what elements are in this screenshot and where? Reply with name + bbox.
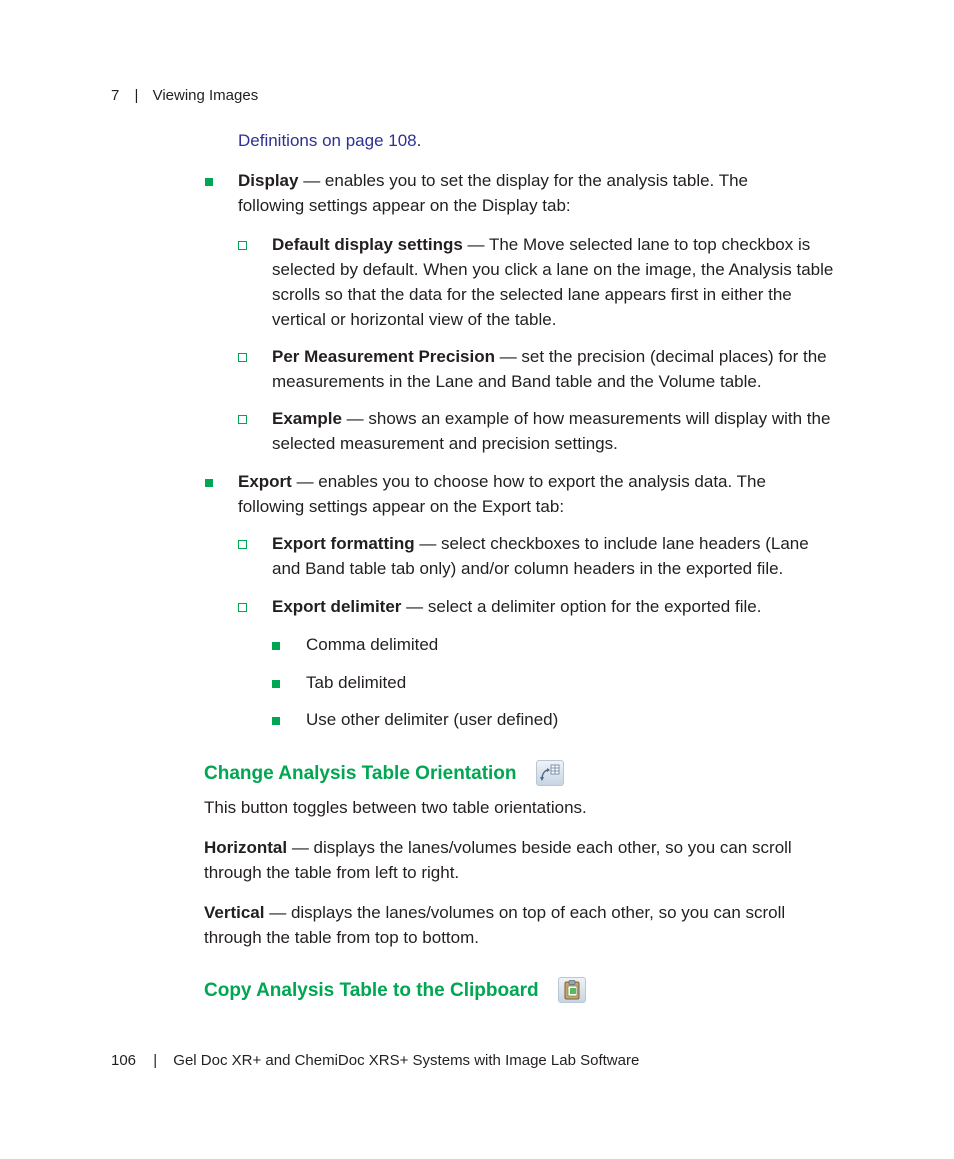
- vertical-line2: through the table from top to bottom.: [204, 928, 479, 947]
- book-title: Gel Doc XR+ and ChemiDoc XRS+ Systems with Image Lab Software: [173, 1052, 640, 1069]
- export-item: [238, 469, 766, 519]
- default-display-line2: selected by default. When you click a lane on the image, the Analysis table: [272, 260, 834, 279]
- running-header: [111, 87, 258, 104]
- chapter-number: 7: [111, 87, 120, 104]
- vertical-desc: — displays the lanes/volumes on top of each other, so you can scroll: [264, 903, 786, 922]
- horizontal-paragraph: [204, 835, 792, 885]
- bullet-square-icon: [272, 717, 280, 725]
- page-number: 106: [111, 1052, 137, 1069]
- display-term: Display: [238, 171, 299, 190]
- display-desc: — enables you to set the display for the analysis table. The: [298, 171, 748, 190]
- header-separator: |: [134, 87, 139, 104]
- bullet-open-square-icon: [238, 241, 247, 250]
- bullet-open-square-icon: [238, 415, 247, 424]
- footer-separator: |: [153, 1052, 158, 1069]
- bullet-square-icon: [272, 642, 280, 650]
- export-term: Export: [238, 472, 292, 491]
- delimiter-option: Use other delimiter (user defined): [306, 710, 559, 729]
- horizontal-line2: through the table from left to right.: [204, 863, 460, 882]
- export-formatting-line2: and Band table tab only) and/or column headers in the exported file.: [272, 559, 784, 578]
- default-display-line4: vertical or horizontal view of the table.: [272, 310, 557, 329]
- delimiter-option: Tab delimited: [306, 673, 407, 692]
- export-delimiter-term: Export delimiter: [272, 597, 402, 616]
- default-display-desc: — The Move selected lane to top checkbox is: [462, 235, 811, 254]
- default-display-line3: scrolls so that the data for the selected lane appears first in either the: [272, 285, 792, 304]
- export-formatting-item: [272, 531, 809, 581]
- export-formatting-term: Export formatting: [272, 534, 415, 553]
- bullet-open-square-icon: [238, 353, 247, 362]
- vertical-term: Vertical: [204, 903, 265, 922]
- horizontal-desc: — displays the lanes/volumes beside each other, so you can scroll: [287, 838, 792, 857]
- bullet-open-square-icon: [238, 540, 247, 549]
- table-orientation-icon-glyph: [537, 761, 563, 785]
- clipboard-copy-icon[interactable]: [558, 977, 586, 1003]
- orientation-heading: Change Analysis Table Orientation: [204, 763, 517, 784]
- table-orientation-icon[interactable]: [536, 760, 564, 786]
- intro-line: [238, 128, 421, 153]
- example-desc: — shows an example of how measurements will display with the: [341, 409, 831, 428]
- bullet-open-square-icon: [238, 603, 247, 612]
- bullet-square-icon: [272, 680, 280, 688]
- precision-desc: — set the precision (decimal places) for the: [494, 347, 827, 366]
- bullet-square-icon: [205, 479, 213, 487]
- display-item: [238, 168, 748, 218]
- default-display-term: Default display settings: [272, 235, 463, 254]
- definitions-link[interactable]: Definitions on page 108: [238, 131, 417, 150]
- intro-period: .: [416, 131, 422, 150]
- default-display-settings-item: [272, 232, 833, 332]
- export-delimiter-desc: — select a delimiter option for the exported file.: [401, 597, 762, 616]
- vertical-paragraph: [204, 900, 785, 950]
- delimiter-option: Comma delimited: [306, 635, 439, 654]
- export-delimiter-item: [272, 594, 761, 619]
- example-line2: selected measurement and precision settings.: [272, 434, 618, 453]
- copy-heading: Copy Analysis Table to the Clipboard: [204, 980, 539, 1001]
- horizontal-term: Horizontal: [204, 838, 288, 857]
- clipboard-copy-icon-glyph: [559, 978, 585, 1002]
- precision-term: Per Measurement Precision: [272, 347, 495, 366]
- chapter-title: Viewing Images: [152, 87, 259, 104]
- export-desc: — enables you to choose how to export the analysis data. The: [291, 472, 766, 491]
- bullet-square-icon: [205, 178, 213, 186]
- display-desc-2: following settings appear on the Display tab:: [238, 196, 571, 215]
- example-term: Example: [272, 409, 342, 428]
- orientation-intro: This button toggles between two table orientations.: [204, 798, 587, 817]
- example-item: [272, 406, 830, 456]
- export-formatting-desc: — select checkboxes to include lane headers (Lane: [414, 534, 809, 553]
- export-desc-2: following settings appear on the Export tab:: [238, 497, 565, 516]
- page-footer: [111, 1052, 639, 1069]
- precision-line2: measurements in the Lane and Band table and the Volume table.: [272, 372, 762, 391]
- precision-item: [272, 344, 827, 394]
